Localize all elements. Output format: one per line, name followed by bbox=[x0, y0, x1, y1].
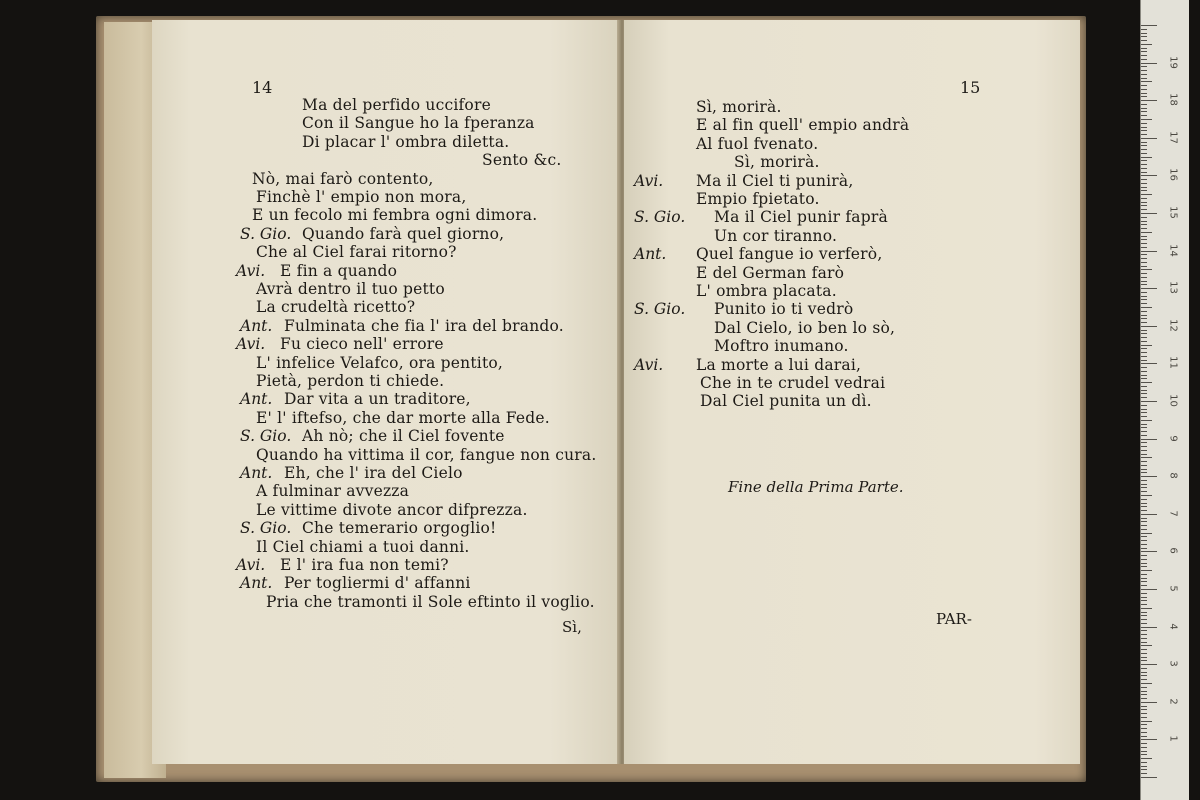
ruler-tick bbox=[1141, 108, 1147, 109]
speaker-label: Avi. bbox=[634, 171, 664, 190]
ruler-tick bbox=[1141, 499, 1147, 500]
verse-line: La crudeltà ricetto? bbox=[256, 298, 416, 317]
ruler-tick bbox=[1141, 645, 1152, 646]
ruler-label: 15 bbox=[1167, 206, 1179, 219]
ruler-tick bbox=[1141, 495, 1152, 496]
ruler-label: 6 bbox=[1167, 547, 1179, 555]
ruler-tick bbox=[1141, 435, 1147, 436]
ruler-tick bbox=[1141, 600, 1147, 601]
ruler-tick bbox=[1141, 706, 1147, 707]
speaker-label: Ant. bbox=[240, 390, 273, 409]
ruler-tick bbox=[1141, 540, 1147, 541]
ruler-label: 4 bbox=[1167, 622, 1179, 630]
ruler-tick bbox=[1141, 649, 1147, 650]
ruler-tick bbox=[1141, 198, 1147, 199]
ruler-tick bbox=[1141, 533, 1152, 534]
verse-line: Finchè l' empio non mora, bbox=[256, 188, 467, 206]
ruler-tick bbox=[1141, 187, 1147, 188]
ruler-tick bbox=[1141, 709, 1147, 710]
ruler-tick bbox=[1141, 484, 1147, 485]
verse-line: Un cor tiranno. bbox=[714, 226, 838, 245]
ruler-tick bbox=[1141, 427, 1147, 428]
ruler-tick bbox=[1141, 593, 1147, 594]
speaker-label: Ant. bbox=[634, 245, 667, 264]
ruler-label: 7 bbox=[1167, 510, 1179, 517]
ruler-tick bbox=[1141, 213, 1157, 214]
ruler-tick bbox=[1141, 615, 1147, 616]
ruler-tick bbox=[1141, 142, 1147, 143]
ruler-tick bbox=[1141, 93, 1147, 94]
verse-line: Che in te crudel vedrai bbox=[700, 374, 886, 392]
ruler-label: 2 bbox=[1167, 698, 1179, 705]
ruler-label: 8 bbox=[1167, 472, 1179, 479]
verse-line: Ma il Ciel punir faprà bbox=[714, 208, 888, 227]
ruler-tick bbox=[1141, 284, 1147, 285]
ruler-tick bbox=[1141, 412, 1147, 413]
ruler-label: 14 bbox=[1167, 243, 1179, 257]
ruler-tick bbox=[1141, 581, 1147, 582]
ruler-tick bbox=[1141, 536, 1147, 537]
ruler-tick bbox=[1141, 457, 1152, 458]
ruler-tick bbox=[1141, 585, 1147, 586]
verse-line: Punito io ti vedrò bbox=[714, 300, 854, 319]
ruler-tick bbox=[1141, 762, 1147, 763]
ruler-tick bbox=[1141, 597, 1147, 598]
ruler-tick bbox=[1141, 754, 1147, 755]
ruler-tick bbox=[1141, 679, 1147, 680]
ruler-label: 17 bbox=[1167, 130, 1179, 144]
ruler-tick bbox=[1141, 480, 1147, 481]
ruler-tick bbox=[1141, 694, 1147, 695]
ruler-tick bbox=[1141, 160, 1147, 161]
verse-line: Sento &c. bbox=[482, 151, 562, 170]
ruler-tick bbox=[1141, 698, 1147, 699]
ruler-tick bbox=[1141, 236, 1147, 237]
ruler-tick bbox=[1141, 157, 1152, 158]
ruler-tick bbox=[1141, 472, 1147, 473]
ruler-tick bbox=[1141, 382, 1152, 383]
ruler-label: 19 bbox=[1167, 55, 1179, 69]
ruler-tick bbox=[1141, 589, 1157, 590]
speaker-label: Avi. bbox=[236, 261, 266, 280]
ruler-tick bbox=[1141, 769, 1147, 770]
ruler-tick bbox=[1141, 277, 1147, 278]
ruler-tick bbox=[1141, 55, 1147, 56]
ruler-tick bbox=[1141, 487, 1147, 488]
ruler-tick bbox=[1141, 51, 1147, 52]
left-page bbox=[152, 20, 620, 764]
ruler-tick bbox=[1141, 78, 1147, 79]
ruler-tick bbox=[1141, 728, 1147, 729]
verse-line: E l' ira fua non temi? bbox=[280, 556, 449, 574]
ruler-label: 5 bbox=[1167, 585, 1179, 592]
ruler-tick bbox=[1141, 747, 1147, 748]
ruler-tick bbox=[1141, 299, 1147, 300]
verse-line: Dar vita a un traditore, bbox=[284, 390, 471, 409]
ruler-tick bbox=[1141, 439, 1157, 440]
ruler-tick bbox=[1141, 175, 1157, 176]
verse-line: Nò, mai farò contento, bbox=[252, 169, 434, 188]
verse-line: Ah nò; che il Ciel fovente bbox=[302, 427, 505, 446]
ruler-tick bbox=[1141, 424, 1147, 425]
ruler-tick bbox=[1141, 758, 1152, 759]
catchword-right: PAR- bbox=[936, 610, 972, 628]
ruler-tick bbox=[1141, 288, 1157, 289]
ruler-tick bbox=[1141, 461, 1147, 462]
verse-line: Empio fpietato. bbox=[696, 190, 820, 208]
ruler-tick bbox=[1141, 566, 1147, 567]
ruler-label: 9 bbox=[1167, 434, 1179, 442]
ruler-tick bbox=[1141, 559, 1147, 560]
ruler-tick bbox=[1141, 243, 1147, 244]
ruler-tick bbox=[1141, 326, 1157, 327]
ruler-tick bbox=[1141, 732, 1147, 733]
ruler-tick bbox=[1141, 251, 1157, 252]
ruler-tick bbox=[1141, 397, 1147, 398]
ruler-tick bbox=[1141, 386, 1147, 387]
verse-line: Pria che tramonti il Sole eftinto il voglio. bbox=[266, 592, 595, 611]
verse-line: Avrà dentro il tuo petto bbox=[256, 280, 445, 298]
ruler-tick bbox=[1141, 514, 1157, 515]
ruler-tick bbox=[1141, 634, 1147, 635]
ruler-tick bbox=[1141, 691, 1147, 692]
ruler-tick bbox=[1141, 721, 1152, 722]
ruler-tick bbox=[1141, 442, 1147, 443]
ruler-tick bbox=[1141, 127, 1147, 128]
verse-line: Quando ha vittima il cor, fangue non cura. bbox=[256, 445, 597, 464]
ruler-tick bbox=[1141, 672, 1147, 673]
ruler-tick bbox=[1141, 454, 1147, 455]
catchword-left: Sì, bbox=[562, 618, 582, 636]
ruler-tick bbox=[1141, 465, 1147, 466]
ruler-tick bbox=[1141, 153, 1147, 154]
ruler-tick bbox=[1141, 254, 1147, 255]
ruler-tick bbox=[1141, 74, 1147, 75]
verse-line: Le vittime divote ancor difprezza. bbox=[256, 500, 528, 519]
ruler-tick bbox=[1141, 431, 1147, 432]
verse-line: Che temerario orgoglio! bbox=[302, 519, 497, 538]
verse-line: L' infelice Velafco, ora pentito, bbox=[256, 353, 504, 372]
ruler-label: 10 bbox=[1167, 394, 1179, 407]
ruler-tick bbox=[1141, 563, 1147, 564]
ruler-label: 18 bbox=[1167, 93, 1179, 107]
ruler-tick bbox=[1141, 134, 1147, 135]
ruler-tick bbox=[1141, 96, 1147, 97]
verse-line: E' l' iftefso, che dar morte alla Fede. bbox=[256, 408, 550, 427]
ruler-tick bbox=[1141, 115, 1147, 116]
speaker-label: Avi. bbox=[634, 355, 664, 374]
ruler-tick bbox=[1141, 506, 1147, 507]
ruler-tick bbox=[1141, 322, 1147, 323]
ruler-tick bbox=[1141, 247, 1147, 248]
ruler-label: 1 bbox=[1167, 735, 1179, 743]
ruler-tick bbox=[1141, 608, 1152, 609]
speaker-label: S. Gio. bbox=[240, 427, 292, 446]
ruler-tick bbox=[1141, 85, 1147, 86]
verse-line: Quando farà quel giorno, bbox=[302, 224, 505, 243]
ruler-tick bbox=[1141, 724, 1147, 725]
ruler-tick bbox=[1141, 303, 1147, 304]
ruler-tick bbox=[1141, 713, 1147, 714]
verse-line: E del German farò bbox=[696, 263, 845, 282]
ruler-tick bbox=[1141, 164, 1147, 165]
ruler-tick bbox=[1141, 333, 1147, 334]
verse-line: Il Ciel chiami a tuoi danni. bbox=[256, 537, 470, 556]
ruler-tick bbox=[1141, 228, 1147, 229]
verse-line: Moftro inumano. bbox=[714, 337, 849, 356]
ruler-tick bbox=[1141, 25, 1157, 26]
ruler-tick bbox=[1141, 630, 1147, 631]
ruler-tick bbox=[1141, 702, 1157, 703]
ruler-tick bbox=[1141, 205, 1147, 206]
ruler-tick bbox=[1141, 446, 1147, 447]
ruler-tick bbox=[1141, 258, 1147, 259]
verse-line: Quel fangue io verferò, bbox=[696, 245, 883, 264]
verse-line: Eh, che l' ira del Cielo bbox=[284, 464, 463, 482]
ruler-tick bbox=[1141, 491, 1147, 492]
ruler-tick bbox=[1141, 683, 1152, 684]
ruler-tick bbox=[1141, 281, 1147, 282]
ruler-tick bbox=[1141, 111, 1147, 112]
ruler-tick bbox=[1141, 503, 1147, 504]
verse-line: Pietà, perdon ti chiede. bbox=[256, 372, 445, 390]
ruler-tick bbox=[1141, 555, 1147, 556]
speaker-label: S. Gio. bbox=[240, 224, 292, 243]
ruler-tick bbox=[1141, 33, 1147, 34]
speaker-label: Ant. bbox=[240, 316, 273, 335]
ruler-tick bbox=[1141, 221, 1147, 222]
ruler-tick bbox=[1141, 296, 1147, 297]
ruler-tick bbox=[1141, 751, 1147, 752]
verse-line: A fulminar avvezza bbox=[256, 482, 410, 501]
ruler-tick bbox=[1141, 653, 1147, 654]
speaker-label: S. Gio. bbox=[240, 519, 292, 538]
ruler-tick bbox=[1141, 311, 1147, 312]
ruler-tick bbox=[1141, 627, 1157, 628]
verse-line: E fin a quando bbox=[280, 261, 398, 280]
ruler-tick bbox=[1141, 138, 1157, 139]
ruler-tick bbox=[1141, 224, 1147, 225]
verse-line: Fu cieco nell' errore bbox=[280, 335, 444, 354]
ruler-tick bbox=[1141, 393, 1147, 394]
page-number-right: 15 bbox=[960, 78, 981, 97]
ruler-label: 3 bbox=[1167, 660, 1179, 667]
ruler-tick bbox=[1141, 130, 1147, 131]
ruler-tick bbox=[1141, 330, 1147, 331]
ruler-tick bbox=[1141, 574, 1147, 575]
ruler-tick bbox=[1141, 341, 1147, 342]
ruler-tick bbox=[1141, 360, 1147, 361]
verse-line: Dal Cielo, io ben lo sò, bbox=[714, 318, 896, 337]
ruler-label: 13 bbox=[1167, 281, 1179, 295]
ruler-tick bbox=[1141, 551, 1157, 552]
ruler-tick bbox=[1141, 145, 1147, 146]
ruler-tick bbox=[1141, 348, 1147, 349]
ruler-tick bbox=[1141, 401, 1157, 402]
ruler-tick bbox=[1141, 315, 1147, 316]
ruler-tick bbox=[1141, 548, 1147, 549]
ruler-tick bbox=[1141, 766, 1147, 767]
ruler-tick bbox=[1141, 352, 1147, 353]
ruler-tick bbox=[1141, 642, 1147, 643]
verse-line: Fulminata che fia l' ira del brando. bbox=[284, 316, 564, 335]
ruler-tick bbox=[1141, 675, 1147, 676]
ruler-tick bbox=[1141, 405, 1147, 406]
ruler-tick bbox=[1141, 525, 1147, 526]
ruler-tick bbox=[1141, 363, 1157, 364]
ruler-tick bbox=[1141, 409, 1147, 410]
ruler-tick bbox=[1141, 687, 1147, 688]
right-page bbox=[624, 20, 1080, 764]
ruler-tick bbox=[1141, 469, 1147, 470]
ruler-tick bbox=[1141, 521, 1147, 522]
ruler-tick bbox=[1141, 717, 1147, 718]
ruler-tick bbox=[1141, 416, 1147, 417]
ruler-tick bbox=[1141, 66, 1147, 67]
verse-line: E un fecolo mi fembra ogni dimora. bbox=[252, 206, 538, 225]
ruler-tick bbox=[1141, 29, 1147, 30]
ruler-tick bbox=[1141, 345, 1152, 346]
verse-line: Al fuol fvenato. bbox=[696, 134, 819, 153]
ruler-tick bbox=[1141, 476, 1157, 477]
speaker-label: Avi. bbox=[236, 556, 266, 574]
measuring-ruler bbox=[1140, 0, 1189, 800]
ruler-tick bbox=[1141, 262, 1147, 263]
ruler-tick bbox=[1141, 638, 1147, 639]
ruler-tick bbox=[1141, 664, 1157, 665]
ruler-tick bbox=[1141, 273, 1147, 274]
ruler-tick bbox=[1141, 149, 1147, 150]
verse-line: Di placar l' ombra diletta. bbox=[302, 132, 510, 151]
ruler-tick bbox=[1141, 266, 1147, 267]
ruler-tick bbox=[1141, 269, 1152, 270]
ruler-label: 11 bbox=[1167, 356, 1179, 370]
ruler-tick bbox=[1141, 777, 1157, 778]
verse-line: Che al Ciel farai ritorno? bbox=[256, 243, 457, 262]
ruler-tick bbox=[1141, 371, 1147, 372]
ruler-tick bbox=[1141, 89, 1147, 90]
ruler-tick bbox=[1141, 36, 1147, 37]
ruler-tick bbox=[1141, 367, 1147, 368]
ruler-tick bbox=[1141, 100, 1157, 101]
ruler-tick bbox=[1141, 307, 1152, 308]
ruler-tick bbox=[1141, 518, 1147, 519]
speaker-label: Ant. bbox=[240, 574, 273, 593]
ruler-tick bbox=[1141, 70, 1147, 71]
speaker-label: Avi. bbox=[236, 335, 266, 354]
end-of-part-note: Fine della Prima Parte. bbox=[728, 478, 904, 496]
ruler-tick bbox=[1141, 318, 1147, 319]
ruler-tick bbox=[1141, 172, 1147, 173]
ruler-tick bbox=[1141, 773, 1147, 774]
ruler-tick bbox=[1141, 450, 1147, 451]
ruler-tick bbox=[1141, 736, 1147, 737]
verse-line: Sì, morirà. bbox=[696, 98, 782, 116]
ruler-tick bbox=[1141, 168, 1147, 169]
ruler-tick bbox=[1141, 40, 1147, 41]
page-number-left: 14 bbox=[252, 78, 273, 97]
ruler-tick bbox=[1141, 232, 1152, 233]
verse-line: Dal Ciel punita un dì. bbox=[700, 392, 872, 411]
ruler-tick bbox=[1141, 604, 1147, 605]
ruler-tick bbox=[1141, 739, 1157, 740]
ruler-tick bbox=[1141, 104, 1147, 105]
verse-line: Ma il Ciel ti punirà, bbox=[696, 171, 854, 190]
ruler-tick bbox=[1141, 209, 1147, 210]
ruler-tick bbox=[1141, 544, 1147, 545]
ruler-tick bbox=[1141, 390, 1147, 391]
ruler-tick bbox=[1141, 81, 1152, 82]
ruler-tick bbox=[1141, 570, 1152, 571]
ruler-label: 12 bbox=[1167, 318, 1179, 332]
ruler-tick bbox=[1141, 119, 1152, 120]
ruler-tick bbox=[1141, 578, 1147, 579]
verse-line: L' ombra placata. bbox=[696, 282, 837, 300]
speaker-label: S. Gio. bbox=[634, 208, 686, 227]
ruler-tick bbox=[1141, 194, 1152, 195]
ruler-tick bbox=[1141, 179, 1147, 180]
ruler-tick bbox=[1141, 375, 1147, 376]
ruler-tick bbox=[1141, 123, 1147, 124]
ruler-tick bbox=[1141, 612, 1147, 613]
ruler-tick bbox=[1141, 668, 1147, 669]
ruler-tick bbox=[1141, 292, 1147, 293]
speaker-label: Ant. bbox=[240, 464, 273, 482]
ruler-tick bbox=[1141, 657, 1147, 658]
ruler-tick bbox=[1141, 510, 1147, 511]
verse-line: La morte a lui darai, bbox=[696, 355, 862, 374]
ruler-tick bbox=[1141, 623, 1147, 624]
ruler-tick bbox=[1141, 356, 1147, 357]
verse-line: Per togliermi d' affanni bbox=[284, 574, 471, 593]
ruler-tick bbox=[1141, 529, 1147, 530]
ruler-tick bbox=[1141, 660, 1147, 661]
speaker-label: S. Gio. bbox=[634, 300, 686, 319]
ruler-tick bbox=[1141, 337, 1147, 338]
ruler-tick bbox=[1141, 743, 1147, 744]
ruler-tick bbox=[1141, 183, 1147, 184]
ruler-tick bbox=[1141, 217, 1147, 218]
ruler-tick bbox=[1141, 48, 1147, 49]
ruler-tick bbox=[1141, 63, 1157, 64]
ruler-tick bbox=[1141, 44, 1152, 45]
ruler-tick bbox=[1141, 378, 1147, 379]
ruler-tick bbox=[1141, 190, 1147, 191]
verse-line: E al fin quell' empio andrà bbox=[696, 116, 910, 135]
ruler-tick bbox=[1141, 59, 1147, 60]
verse-line: Sì, morirà. bbox=[734, 153, 820, 172]
verse-line: Con il Sangue ho la fperanza bbox=[302, 114, 535, 133]
verse-line: Ma del perfido uccifore bbox=[302, 96, 491, 114]
ruler-tick bbox=[1141, 420, 1152, 421]
ruler-label: 16 bbox=[1167, 168, 1179, 182]
ruler-tick bbox=[1141, 239, 1147, 240]
ruler-tick bbox=[1141, 619, 1147, 620]
ruler-tick bbox=[1141, 202, 1147, 203]
